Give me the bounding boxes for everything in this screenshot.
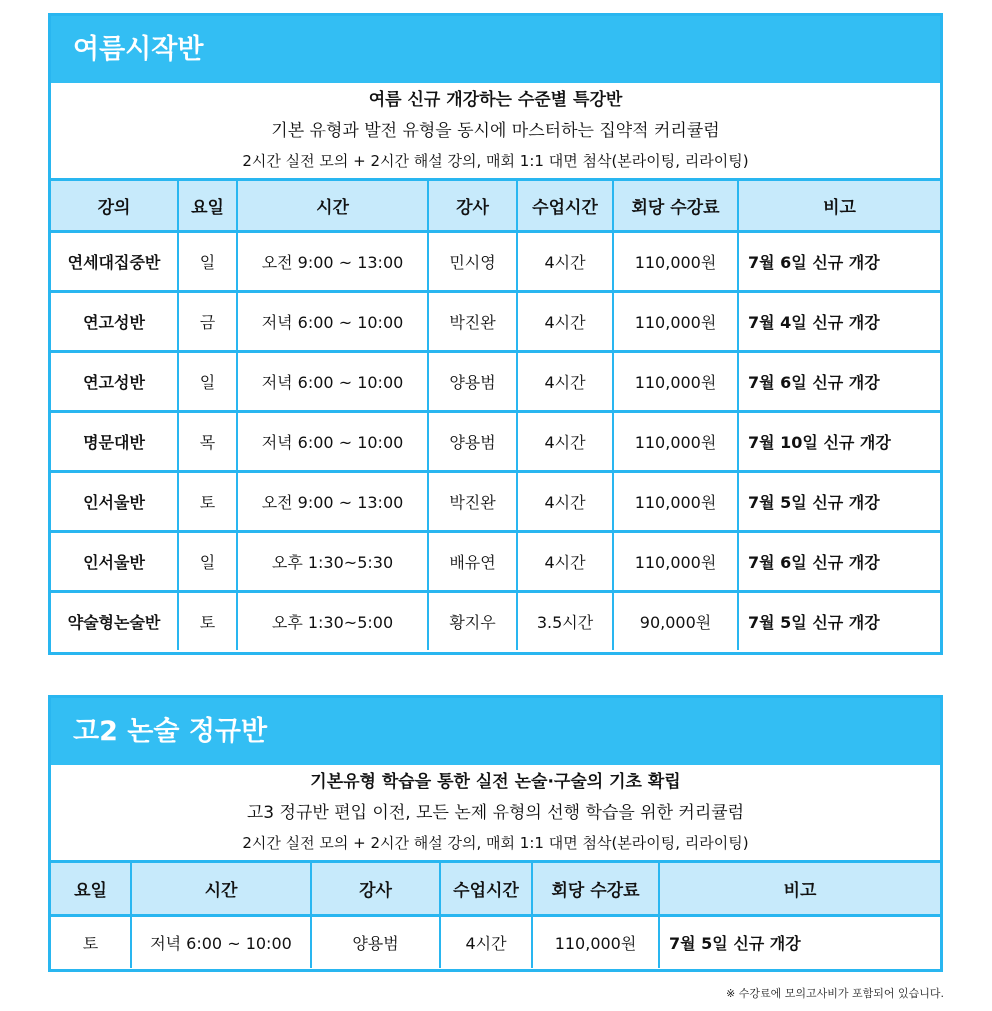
- intro-line: 기본 유형과 발전 유형을 동시에 마스터하는 집약적 커리큘럼: [271, 121, 720, 141]
- table-row: [51, 532, 940, 592]
- day-cell: 토: [51, 916, 131, 969]
- summer-start-section: [48, 13, 943, 655]
- instructor-cell: 양용범: [311, 916, 440, 969]
- section-title: 고2 논술 정규반: [51, 698, 940, 765]
- time-cell: 저녁 6:00 ~ 10:00: [131, 916, 311, 969]
- schedule-table: [51, 863, 940, 968]
- fee-cell: 110,000원: [613, 292, 738, 352]
- instructor-cell: 민시영: [428, 232, 517, 292]
- instructor-cell: 황지우: [428, 592, 517, 651]
- duration-cell: 4시간: [517, 352, 613, 412]
- duration-cell: 4시간: [517, 292, 613, 352]
- duration-cell: 4시간: [517, 232, 613, 292]
- note-cell: 7월 6일 신규 개강: [738, 532, 940, 592]
- instructor-cell: 박진완: [428, 292, 517, 352]
- note-cell: 7월 5일 신규 개강: [738, 472, 940, 532]
- duration-cell: 3.5시간: [517, 592, 613, 651]
- note-cell: 7월 10일 신규 개강: [738, 412, 940, 472]
- time-cell: 저녁 6:00 ~ 10:00: [237, 352, 428, 412]
- course-name: 약술형논술반: [51, 592, 178, 651]
- note-cell: 7월 5일 신규 개강: [669, 934, 801, 953]
- fee-cell: 110,000원: [613, 412, 738, 472]
- instructor-cell: 양용범: [428, 412, 517, 472]
- day-cell: 일: [178, 232, 237, 292]
- time-cell: 오후 1:30~5:30: [237, 532, 428, 592]
- note-cell: 7월 5일 신규 개강: [748, 613, 880, 632]
- note-cell: 7월 6일 신규 개강: [738, 352, 940, 412]
- column-header: 강의: [51, 181, 178, 232]
- time-cell: 오후 1:30~5:00: [237, 592, 428, 651]
- column-header: 비고: [738, 181, 940, 232]
- column-header: 강사: [311, 863, 440, 916]
- course-name: 인서울반: [51, 532, 178, 592]
- column-header: 수업시간: [440, 863, 532, 916]
- course-name: 연고성반: [51, 292, 178, 352]
- course-name: 인서울반: [51, 472, 178, 532]
- day-cell: 일: [178, 352, 237, 412]
- column-header: 시간: [131, 863, 311, 916]
- time-cell: 저녁 6:00 ~ 10:00: [237, 412, 428, 472]
- intro-headline: 기본유형 학습을 통한 실전 논술·구술의 기초 확립: [310, 772, 681, 792]
- section-title: 여름시작반: [51, 16, 940, 83]
- duration-cell: 4시간: [517, 412, 613, 472]
- table-row: [51, 916, 940, 969]
- table-header-row: [51, 863, 940, 916]
- table-row: [51, 472, 940, 532]
- intro-headline: 여름 신규 개강하는 수준별 특강반: [368, 90, 623, 110]
- fee-cell: 110,000원: [613, 232, 738, 292]
- intro-line: 2시간 실전 모의 + 2시간 해설 강의, 매회 1:1 대면 첨삭(본라이팅, 리라이팅): [242, 834, 749, 852]
- day-cell: 토: [178, 472, 237, 532]
- column-header: 회당 수강료: [532, 863, 659, 916]
- fee-cell: 110,000원: [532, 916, 659, 969]
- grade2-regular-section: [48, 695, 943, 972]
- time-cell: 오전 9:00 ~ 13:00: [237, 232, 428, 292]
- table-row: [51, 292, 940, 352]
- column-header: 요일: [178, 181, 237, 232]
- duration-cell: 4시간: [517, 472, 613, 532]
- day-cell: 금: [178, 292, 237, 352]
- fee-cell: 110,000원: [613, 352, 738, 412]
- table-header-row: [51, 181, 940, 232]
- table-row: [51, 592, 940, 651]
- column-header: 시간: [237, 181, 428, 232]
- fee-cell: 110,000원: [613, 472, 738, 532]
- intro-line: 2시간 실전 모의 + 2시간 해설 강의, 매회 1:1 대면 첨삭(본라이팅, 리라이팅): [242, 152, 749, 170]
- day-cell: 일: [178, 532, 237, 592]
- schedule-table: [51, 181, 940, 650]
- intro-line: 고3 정규반 편입 이전, 모든 논제 유형의 선행 학습을 위한 커리큘럼: [246, 803, 745, 823]
- instructor-cell: 박진완: [428, 472, 517, 532]
- table-row: [51, 412, 940, 472]
- column-header: 수업시간: [517, 181, 613, 232]
- section-intro: [51, 765, 940, 863]
- duration-cell: 4시간: [440, 916, 532, 969]
- fee-footnote: ※ 수강료에 모의고사비가 포함되어 있습니다.: [726, 987, 944, 1000]
- time-cell: 오전 9:00 ~ 13:00: [237, 472, 428, 532]
- note-cell: 7월 4일 신규 개강: [738, 292, 940, 352]
- column-header: 요일: [51, 863, 131, 916]
- instructor-cell: 배유연: [428, 532, 517, 592]
- note-cell: 7월 6일 신규 개강: [738, 232, 940, 292]
- instructor-cell: 양용범: [428, 352, 517, 412]
- table-row: [51, 232, 940, 292]
- column-header: 비고: [659, 863, 940, 916]
- column-header: 회당 수강료: [613, 181, 738, 232]
- column-header: 강사: [428, 181, 517, 232]
- section-intro: [51, 83, 940, 181]
- course-name: 연세대집중반: [51, 232, 178, 292]
- time-cell: 저녁 6:00 ~ 10:00: [237, 292, 428, 352]
- table-row: [51, 352, 940, 412]
- day-cell: 목: [178, 412, 237, 472]
- duration-cell: 4시간: [517, 532, 613, 592]
- course-name: 명문대반: [51, 412, 178, 472]
- day-cell: 토: [178, 592, 237, 651]
- fee-cell: 110,000원: [613, 532, 738, 592]
- course-name: 연고성반: [51, 352, 178, 412]
- fee-cell: 90,000원: [613, 592, 738, 651]
